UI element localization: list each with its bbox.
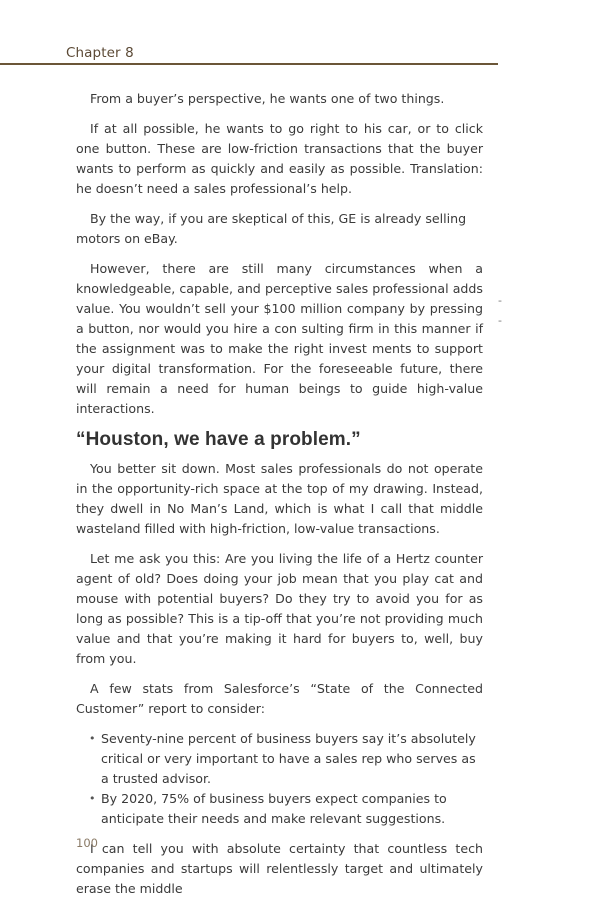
paragraph: From a buyer’s perspective, he wants one of two things. bbox=[90, 91, 445, 106]
paragraph: However, there are still many circumstances when a knowledgeable, capable, and perceptive sales professional adds value. You wouldn’t sell your $100 million company by pressing a button, nor would you hire a con sulting firm in this manner if the assignment was to make the right invest ments to support your digital transformation. For the foreseeable future, there will remain a need for human beings to guide high-value interactions. bbox=[76, 261, 483, 416]
paragraph: I can tell you with absolute certainty that countless tech companies and startups will relentlessly target and ultimately erase the middle bbox=[76, 841, 483, 896]
section-heading: “Houston, we have a problem.” bbox=[76, 429, 361, 450]
page-number: 100 bbox=[76, 836, 98, 850]
body-text bbox=[76, 89, 483, 909]
list-item bbox=[76, 729, 483, 789]
paragraph: You better sit down. Most sales professionals do not operate in the opportunity-rich space at the top of my drawing. Instead, they dwell in No Man’s Land, which is what I call that middle wasteland filled with high-friction, low-value transactions. bbox=[76, 461, 483, 536]
header-rule bbox=[0, 63, 498, 65]
running-head: Chapter 8 bbox=[66, 45, 134, 61]
bullet-icon: • bbox=[89, 792, 96, 805]
stray-hyphen-2: - bbox=[498, 314, 502, 327]
paragraph: A few stats from Salesforce’s “State of the Connected Customer” report to consider: bbox=[76, 681, 483, 716]
bullet-icon: • bbox=[89, 732, 96, 745]
list-item bbox=[76, 789, 483, 829]
stats-bullet-list bbox=[76, 729, 483, 829]
stray-hyphen-1: - bbox=[498, 294, 502, 307]
list-item-text: By 2020, 75% of business buyers expect companies to anticipate their needs and make relevant suggestions. bbox=[101, 791, 447, 826]
paragraph: By the way, if you are skeptical of this, GE is already selling motors on eBay. bbox=[76, 211, 467, 246]
paragraph: If at all possible, he wants to go right to his car, or to click one button. These are low-friction transactions that the buyer wants to perform as quickly and easily as possible. Translation: he doesn’t need a sales professional’s help. bbox=[76, 121, 483, 196]
paragraph: Let me ask you this: Are you living the life of a Hertz counter agent of old? Does doing your job mean that you play cat and mouse with potential buyers? Do they try to avoid you for as long as possible? This is a tip-off that you’re not providing much value and that you’re making it hard for buyers to, well, buy from you. bbox=[76, 551, 483, 666]
list-item-text: Seventy-nine percent of business buyers say it’s absolutely critical or very important to have a sales rep who serves as a trusted advisor. bbox=[101, 731, 476, 786]
